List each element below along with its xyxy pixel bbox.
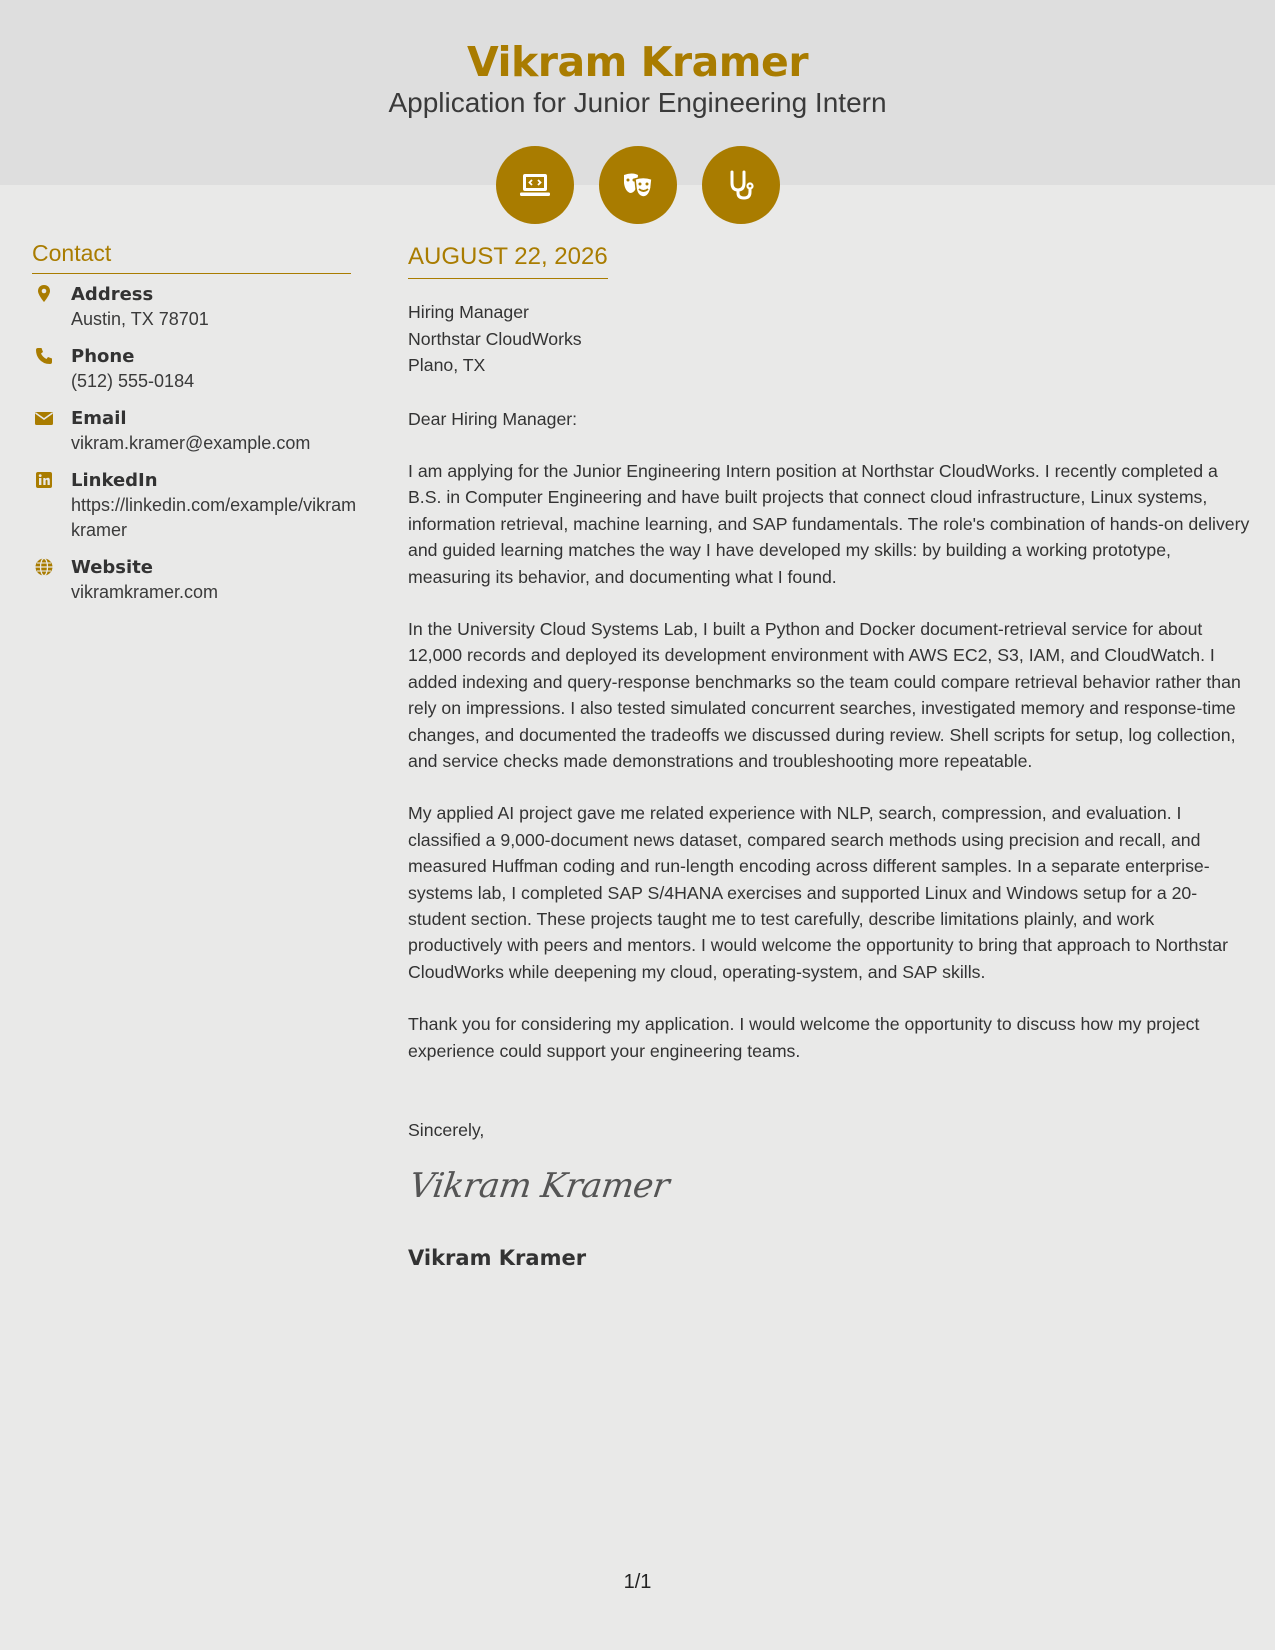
map-pin-icon (34, 284, 54, 304)
theater-masks-icon (599, 146, 677, 224)
linkedin-label: LinkedIn (71, 470, 158, 491)
phone-icon (34, 346, 54, 366)
interest-icons (0, 146, 1275, 224)
paragraph-2: In the University Cloud Systems Lab, I built a Python and Docker document-retrieval service for about 12,000 records and deployed its development environment with AWS EC2, S3, IAM, and CloudWatch. I added indexing and query-response benchmarks so the team could compare retrieval behavior rather than rely on impressions. I also tested simulated concurrent searches, investigated memory and response-time changes, and documented the tradeoffs we discussed during review. Shell scripts for setup, log collection, and service checks made demonstrations and troubleshooting more repeatable. (408, 618, 1241, 771)
letter-body (408, 299, 1253, 1272)
recipient-name: Hiring Manager (408, 302, 529, 322)
letter-date: AUGUST 22, 2026 (408, 242, 608, 279)
phone-label: Phone (71, 346, 135, 367)
globe-icon (34, 557, 54, 577)
contact-phone (32, 344, 362, 394)
email-label: Email (71, 408, 127, 429)
envelope-icon (34, 408, 54, 428)
contact-email (32, 406, 362, 456)
signer-name: Vikram Kramer (408, 1246, 587, 1271)
website-label: Website (71, 557, 154, 578)
paragraph-4: Thank you for considering my application. I would welcome the opportunity to discuss how my project experience could support your engineering teams. (408, 1014, 1200, 1061)
salutation: Dear Hiring Manager: (408, 408, 578, 429)
applicant-name: Vikram Kramer (466, 38, 809, 86)
linkedin-value[interactable]: https://linkedin.com/example/vikramkramer (71, 495, 357, 540)
address-value: Austin, TX 78701 (71, 309, 209, 329)
laptop-code-icon (496, 146, 574, 224)
contact-website (32, 555, 362, 605)
signature: Vikram Kramer (406, 1166, 672, 1207)
email-value[interactable]: vikram.kramer@example.com (71, 433, 311, 453)
stethoscope-icon (702, 146, 780, 224)
paragraph-1: I am applying for the Junior Engineering Intern position at Northstar CloudWorks. I recently completed a B.S. in Computer Engineering and have built projects that connect cloud infrastructure, Linux systems, information retrieval, machine learning, and SAP fundamentals. The role's combination of hands-on delivery and guided learning matches the way I have developed my skills: by building a working prototype, measuring its behavior, and documenting what I found. (408, 460, 1250, 587)
linkedin-icon (34, 470, 54, 490)
application-subtitle: Application for Junior Engineering Intern (388, 87, 887, 118)
phone-value: (512) 555-0184 (71, 371, 195, 391)
contact-heading: Contact (32, 238, 351, 274)
contact-list (32, 282, 362, 617)
contact-address (32, 282, 362, 332)
recipient-block (408, 299, 1253, 379)
website-value[interactable]: vikramkramer.com (71, 582, 219, 602)
page-number: 1/1 (623, 1571, 652, 1593)
recipient-location: Plano, TX (408, 355, 486, 375)
contact-linkedin (32, 468, 362, 543)
paragraph-3: My applied AI project gave me related experience with NLP, search, compression, and evaluation. I classified a 9,000-document news dataset, compared search methods using precision and recall, and measured Huffman coding and run-length encoding across different samples. In a separate enterprise-systems lab, I completed SAP S/4HANA exercises and supported Linux and Windows setup for a 20-student section. These projects taught me to test carefully, describe limitations plainly, and work productively with peers and mentors. I would welcome the opportunity to bring that approach to Northstar CloudWorks while deepening my cloud, operating-system, and SAP skills. (408, 803, 1228, 982)
closing: Sincerely, (408, 1120, 485, 1141)
address-label: Address (71, 284, 154, 305)
recipient-company: Northstar CloudWorks (408, 328, 582, 349)
